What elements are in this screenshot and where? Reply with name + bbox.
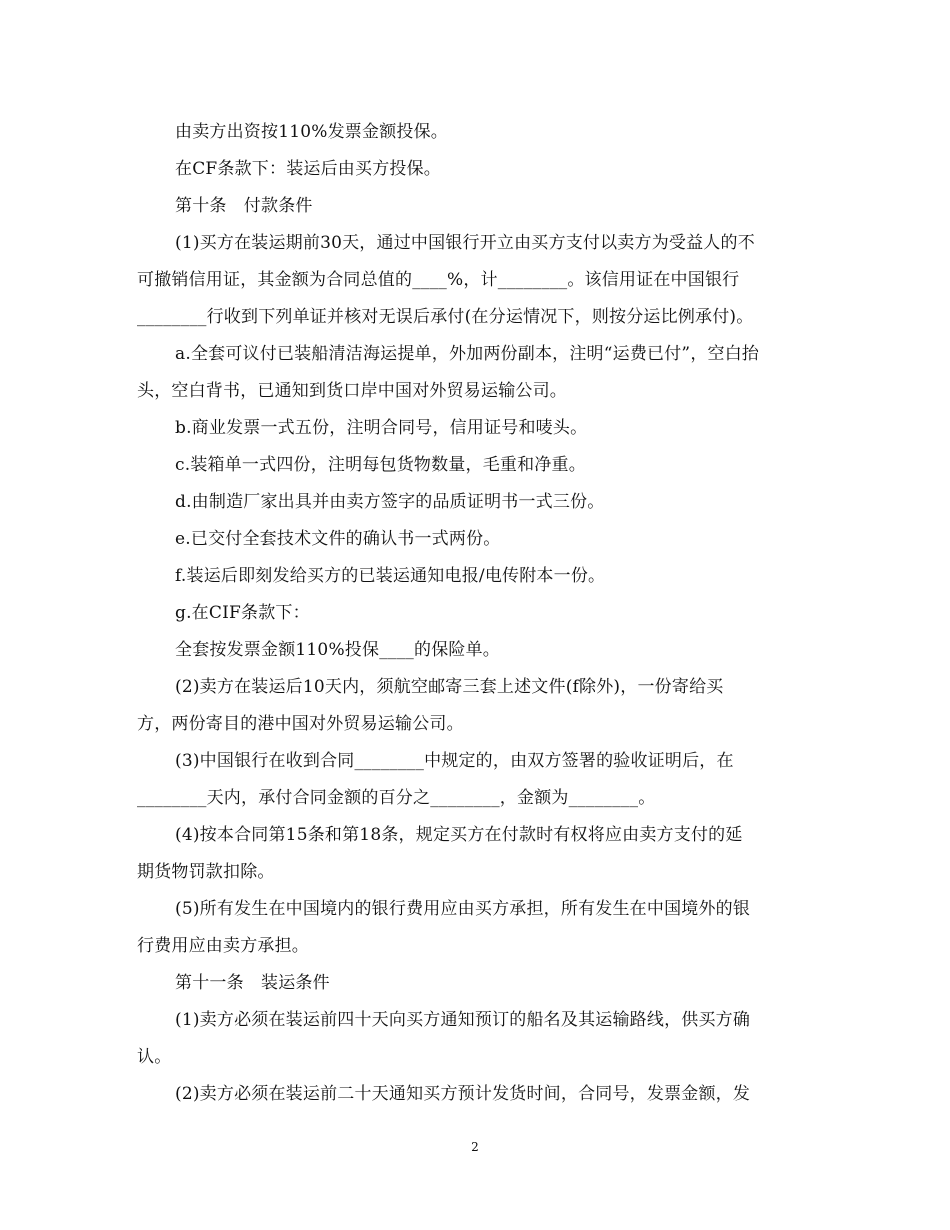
text-line: 头，空白背书，已通知到货口岸中国对外贸易运输公司。	[137, 381, 567, 401]
text-line: 行费用应由卖方承担。	[137, 936, 309, 956]
page-number: 2	[471, 1140, 479, 1154]
text-line: a.全套可议付已装船清洁海运提单，外加两份副本，注明“运费已付”，空白抬	[175, 344, 760, 364]
text-line: 可撤销信用证，其金额为合同总值的____%，计________。该信用证在中国银行	[137, 270, 740, 290]
text-line: 在CF条款下：装运后由买方投保。	[175, 159, 442, 179]
text-line: (2)卖方在装运后10天内，须航空邮寄三套上述文件(f除外)，一份寄给买	[175, 677, 724, 697]
text-line: ________天内，承付合同金额的百分之________，金额为________。	[137, 788, 656, 808]
text-line: 认。	[137, 1047, 172, 1067]
section-heading: 第十一条 装运条件	[175, 973, 330, 993]
text-line: e.已交付全套技术文件的确认书一式两份。	[175, 529, 501, 549]
text-line: (3)中国银行在收到合同________中规定的，由双方签署的验收证明后，在	[175, 751, 734, 771]
text-line: (5)所有发生在中国境内的银行费用应由买方承担，所有发生在中国境外的银	[175, 899, 751, 919]
text-line: c.装箱单一式四份，注明每包货物数量，毛重和净重。	[175, 455, 586, 475]
text-line: b.商业发票一式五份，注明合同号，信用证号和唛头。	[175, 418, 588, 438]
text-line: d.由制造厂家出具并由卖方签字的品质证明书一式三份。	[175, 492, 605, 512]
text-line: (2)卖方必须在装运前二十天通知买方预计发货时间，合同号，发票金额，发	[175, 1084, 751, 1104]
text-line: ________行收到下列单证并核对无误后承付(在分运情况下，则按分运比例承付)。	[137, 307, 754, 327]
text-line: (4)按本合同第15条和第18条，规定买方在付款时有权将应由卖方支付的延	[175, 825, 743, 845]
text-line: (1)买方在装运期前30天，通过中国银行开立由买方支付以卖方为受益人的不	[175, 233, 755, 253]
text-line: 全套按发票金额110%投保____的保险单。	[175, 640, 501, 660]
text-line: f.装运后即刻发给买方的已装运通知电报/电传附本一份。	[175, 566, 606, 586]
document-body	[137, 114, 812, 1113]
text-line: 由卖方出资按110%发票金额投保。	[175, 122, 449, 142]
text-line: (1)卖方必须在装运前四十天向买方通知预订的船名及其运输路线，供买方确	[175, 1010, 751, 1030]
section-heading: 第十条 付款条件	[175, 196, 313, 216]
text-line: 方，两份寄目的港中国对外贸易运输公司。	[137, 714, 464, 734]
text-line: g.在CIF条款下：	[175, 603, 310, 623]
text-line: 期货物罚款扣除。	[137, 862, 275, 882]
